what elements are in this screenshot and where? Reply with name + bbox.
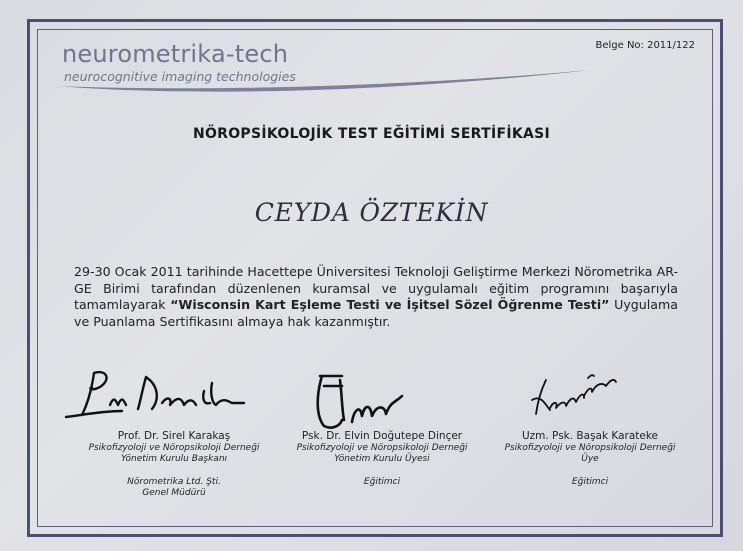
- signatory-company-role: Genel Müdürü: [142, 488, 206, 498]
- signature-karakas: [62, 365, 262, 425]
- signatory-role: Üye: [581, 454, 599, 464]
- document-number: Belge No: 2011/122: [595, 40, 695, 51]
- signatory-name: Prof. Dr. Sirel Karakaş: [117, 430, 231, 442]
- signatory-association: Psikofizyoloji ve Nöropsikoloji Derneği: [504, 443, 676, 453]
- signatory-title: Eğitimci: [363, 477, 401, 487]
- signatory-1: [64, 430, 284, 499]
- signatory-role: Yönetim Kurulu Başkanı: [120, 454, 228, 464]
- signature-karateke: [522, 370, 622, 420]
- signatory-2: [272, 430, 492, 488]
- signatory-name: Uzm. Psk. Başak Karateke: [521, 430, 659, 442]
- signatory-3: [480, 430, 700, 488]
- signatory-association: Psikofizyoloji ve Nöropsikoloji Derneği: [296, 443, 468, 453]
- certificate-title: NÖROPSİKOLOJİK TEST EĞİTİMİ SERTİFİKASI: [192, 126, 551, 142]
- body-text-part1: 29-30 Ocak 2011 tarihinde Hacettepe Üniversitesi Teknoloji Geliştirme Merkezi Nörometrika AR-GE Birimi tarafından düzenlenen kuramsal ve uygulamalı eğitim programını başarıyla tamamlayarak: [74, 264, 678, 312]
- course-name: “Wisconsin Kart Eşleme Testi ve İşitsel Sözel Öğrenme Testi”: [170, 297, 610, 312]
- brand-tagline: neurocognitive imaging technologies: [64, 69, 296, 84]
- signature-dincer: [312, 366, 412, 434]
- signatory-role: Yönetim Kurulu Üyesi: [334, 454, 430, 464]
- recipient-name: CEYDA ÖZTEKİN: [254, 198, 489, 227]
- body-text-part2: Uygulama ve Puanlama Sertifikasını almaya hak kazanmıştır.: [74, 297, 678, 329]
- brand-name: neurometrika-tech: [62, 40, 289, 68]
- signatory-association: Psikofizyoloji ve Nöropsikoloji Derneği: [88, 443, 260, 453]
- signatory-title: Eğitimci: [571, 477, 609, 487]
- signatory-name: Psk. Dr. Elvin Doğutepe Dinçer: [301, 430, 463, 442]
- signatory-company: Nörometrika Ltd. Şti.: [127, 477, 221, 487]
- certificate-body: [74, 264, 678, 330]
